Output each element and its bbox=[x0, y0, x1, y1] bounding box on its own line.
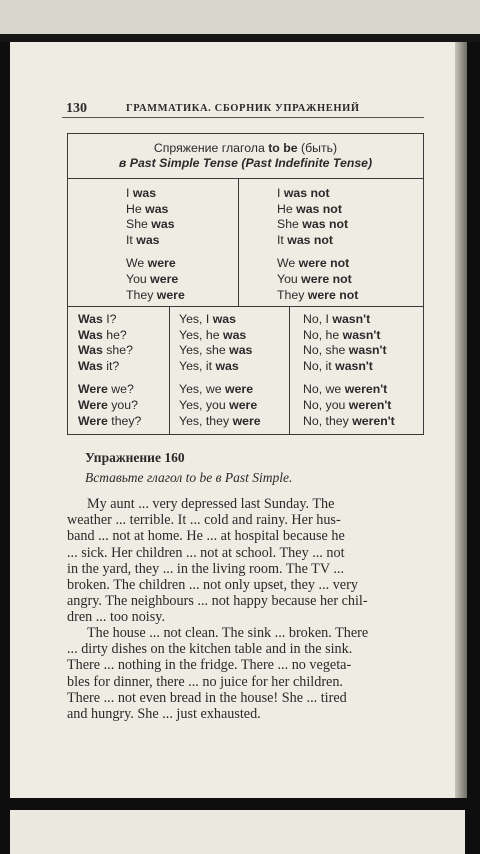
exercise-paragraph-2 bbox=[67, 625, 427, 722]
table-row: We were bbox=[126, 256, 176, 271]
negative-column bbox=[277, 186, 358, 303]
table-row: I was not bbox=[277, 186, 330, 200]
table-row: Yes, he was bbox=[179, 327, 247, 342]
text-line: in the yard, they ... in the living room. The TV ... bbox=[67, 560, 345, 577]
table-row: They were not bbox=[277, 287, 359, 302]
text-line: The house ... not clean. The sink ... broken. There bbox=[87, 625, 369, 641]
table-caption bbox=[68, 134, 423, 179]
table-row: He was not bbox=[277, 201, 342, 216]
table-row: Were they? bbox=[78, 413, 142, 428]
caption-line-2: в Past Simple Tense (Past Indefinite Tense) bbox=[118, 156, 373, 170]
text-line: band ... not at home. He ... at hospital because he bbox=[67, 528, 345, 545]
table-row: She was bbox=[126, 217, 175, 232]
table-row: Yes, we were bbox=[179, 382, 254, 397]
page-header bbox=[64, 101, 424, 117]
table-row: Yes, she was bbox=[179, 343, 253, 358]
page-gap bbox=[0, 34, 480, 42]
text-line: There ... nothing in the fridge. There ... no vegeta- bbox=[67, 657, 352, 674]
header-rule bbox=[62, 117, 424, 118]
short-yes-column bbox=[179, 312, 261, 429]
affirmative-column bbox=[126, 186, 185, 303]
next-page-strip bbox=[10, 810, 465, 854]
page-number: 130 bbox=[66, 101, 87, 116]
table-row: No, I wasn't bbox=[303, 312, 371, 326]
table-row: No, we weren't bbox=[303, 382, 388, 397]
table-row: No, they weren't bbox=[303, 413, 395, 428]
table-row: We were not bbox=[277, 256, 350, 271]
table-row: Yes, I was bbox=[179, 312, 236, 326]
conjugation-table bbox=[67, 133, 424, 435]
text-line: angry. The neighbours ... not happy because her chil- bbox=[67, 593, 368, 610]
text-line: ... sick. Her children ... not at school. They ... not bbox=[67, 544, 345, 561]
text-line: bles for dinner, there ... no juice for her children. bbox=[67, 673, 343, 690]
exercise-instruction: Вставьте глагол to be в Past Simple. bbox=[85, 470, 293, 485]
running-title: ГРАММАТИКА. СБОРНИК УПРАЖНЕНИЙ bbox=[126, 103, 360, 114]
table-row: Was she? bbox=[78, 343, 133, 358]
table-row: No, it wasn't bbox=[303, 358, 373, 373]
text-line: weather ... terrible. It ... cold and rainy. Her hus- bbox=[67, 512, 341, 529]
table-divider bbox=[169, 306, 170, 434]
table-row: No, he wasn't bbox=[303, 327, 381, 342]
text-line: My aunt ... very depressed last Sunday. The bbox=[87, 496, 335, 512]
text-line: ... dirty dishes on the kitchen table and in the sink. bbox=[67, 641, 353, 658]
table-row: No, you weren't bbox=[303, 397, 392, 412]
table-row: Was I? bbox=[78, 312, 117, 326]
table-row: She was not bbox=[277, 217, 349, 232]
table-row: Was it? bbox=[78, 358, 120, 373]
questions-column bbox=[78, 312, 141, 429]
table-row: He was bbox=[126, 201, 169, 216]
table-row: You were not bbox=[277, 271, 352, 286]
caption-line-1: Спряжение глагола to be (быть) bbox=[153, 141, 338, 155]
table-divider bbox=[289, 306, 290, 434]
text-line: There ... not even bread in the house! She ... tired bbox=[67, 689, 347, 706]
table-row: Yes, they were bbox=[179, 413, 261, 428]
table-row: Were you? bbox=[78, 397, 138, 412]
exercise-paragraph-1 bbox=[67, 496, 427, 626]
text-line: and hungry. She ... just exhausted. bbox=[67, 706, 261, 723]
table-divider bbox=[238, 178, 239, 306]
table-row: It was not bbox=[277, 232, 334, 247]
table-row: Yes, you were bbox=[179, 397, 258, 412]
table-row: Were we? bbox=[78, 382, 134, 397]
table-row: Was he? bbox=[78, 327, 127, 342]
table-row: It was bbox=[126, 232, 160, 247]
table-divider bbox=[68, 306, 423, 307]
page-edge-shadow bbox=[455, 42, 467, 798]
table-row: You were bbox=[126, 271, 179, 286]
top-page-strip bbox=[0, 0, 480, 34]
text-line: broken. The children ... not only upset, they ... very bbox=[67, 577, 358, 594]
short-no-column bbox=[303, 312, 395, 429]
text-line: dren ... too noisy. bbox=[67, 609, 165, 626]
table-row: They were bbox=[126, 287, 185, 302]
table-row: I was bbox=[126, 186, 157, 200]
table-row: Yes, it was bbox=[179, 358, 239, 373]
exercise-title: Упражнение 160 bbox=[85, 450, 185, 465]
table-row: No, she wasn't bbox=[303, 343, 387, 358]
